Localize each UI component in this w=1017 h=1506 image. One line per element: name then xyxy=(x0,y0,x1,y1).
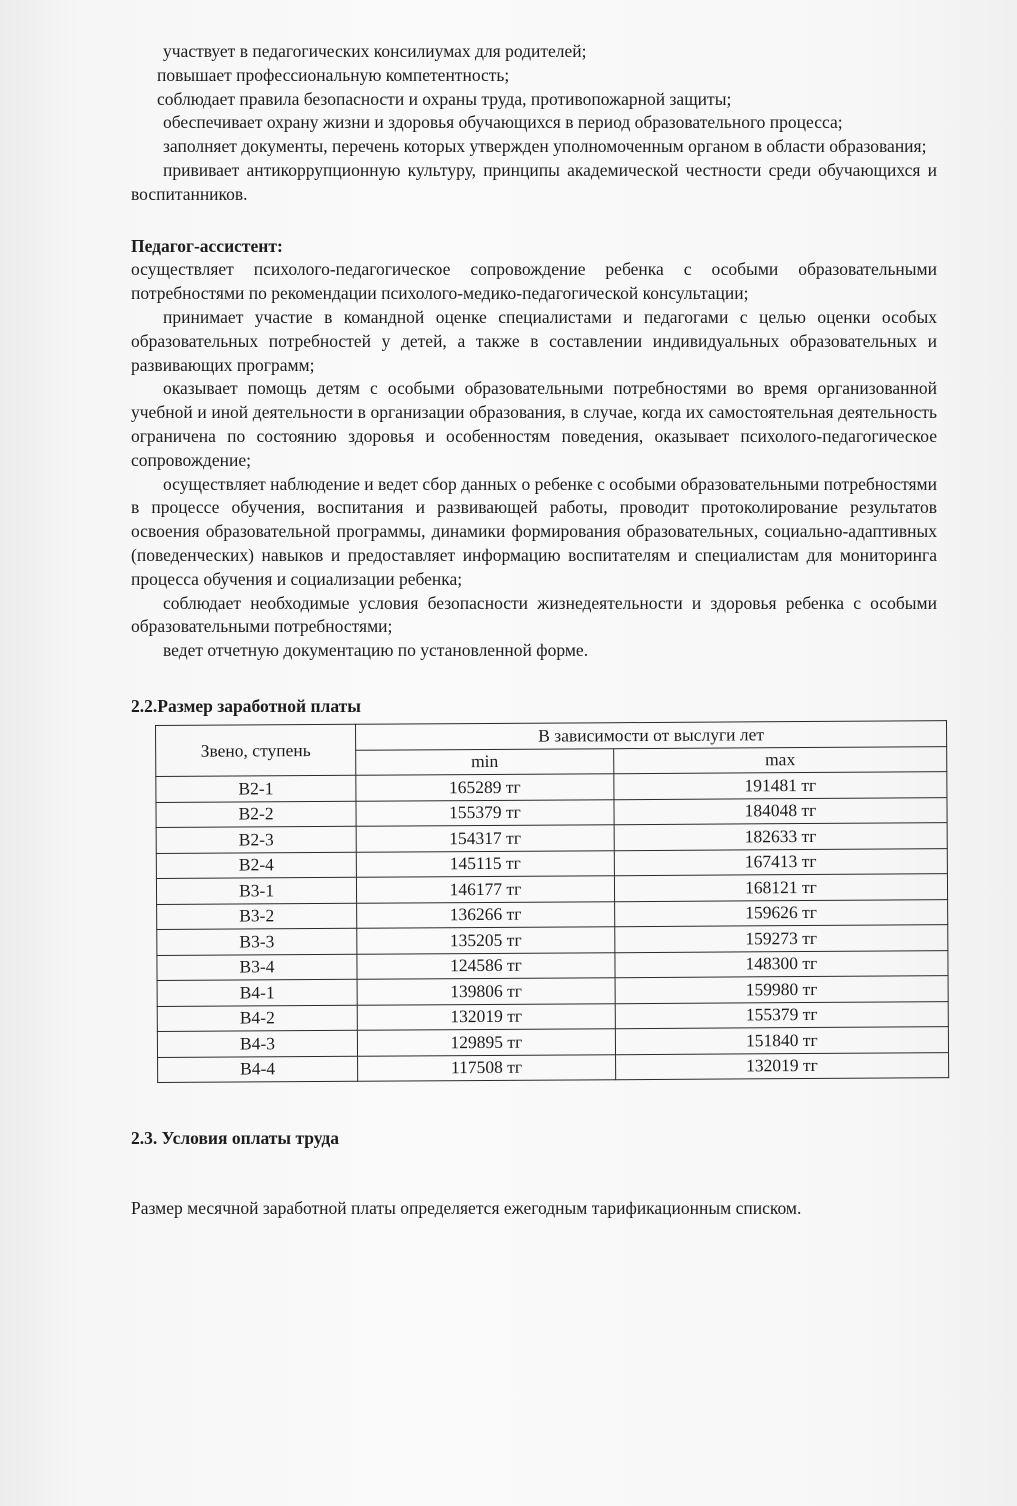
assistant-duty-item: соблюдает необходимые условия безопасности жизнедеятельности и здоровья ребенка с особыми образовательными потребностями; xyxy=(131,592,937,637)
cell-min: 139806 тг xyxy=(357,977,615,1004)
document-page xyxy=(131,40,937,1220)
assistant-heading: Педагог-ассистент: xyxy=(131,235,283,256)
assistant-duty-item: оказывает помощь детям с особыми образовательными потребностями во время организованной учебной и иной деятельности в организации образования, в случае, когда их самостоятельная деятельность ограничена по состоянию здоровья и особенностям поведения, оказывает психолого-педагогическое сопровождение; xyxy=(131,378,937,470)
payment-text: Размер месячной заработной платы определяется ежегодным тарификационным списком. xyxy=(131,1197,802,1218)
cell-level: B2-4 xyxy=(156,851,356,878)
payment-heading: 2.3. Условия оплаты труда xyxy=(131,1127,340,1148)
cell-level: B3-3 xyxy=(157,928,357,955)
cell-level: B4-1 xyxy=(157,979,357,1006)
cell-max: 159980 тг xyxy=(615,975,948,1003)
cell-min: 132019 тг xyxy=(357,1003,615,1030)
cell-level: B4-4 xyxy=(158,1055,358,1082)
cell-max: 167413 тг xyxy=(614,848,947,876)
salary-row xyxy=(158,1052,949,1082)
cell-min: 165289 тг xyxy=(356,773,614,800)
cell-level: B3-4 xyxy=(157,953,357,980)
col-header-min: min xyxy=(356,748,614,775)
salary-table xyxy=(155,720,949,1083)
cell-max: 168121 тг xyxy=(614,873,947,901)
cell-level: B3-1 xyxy=(156,877,356,904)
cell-min: 154317 тг xyxy=(356,824,614,851)
cell-min: 135205 тг xyxy=(357,926,615,953)
cell-min: 155379 тг xyxy=(356,799,614,826)
cell-min: 146177 тг xyxy=(357,875,615,902)
cell-level: B4-3 xyxy=(157,1030,357,1057)
duty-item: соблюдает правила безопасности и охраны труда, противопожарной защиты; xyxy=(157,88,732,109)
cell-max: 159626 тг xyxy=(614,899,947,927)
duty-item: заполняет документы, перечень которых утвержден уполномоченным органом в области образования; xyxy=(163,136,927,157)
duty-item: участвует в педагогических консилиумах для родителей; xyxy=(163,41,587,61)
cell-level: B3-2 xyxy=(157,902,357,929)
cell-max: 191481 тг xyxy=(614,771,947,799)
cell-max: 182633 тг xyxy=(614,822,947,850)
cell-level: B2-1 xyxy=(156,775,356,802)
duty-item: обеспечивает охрану жизни и здоровья обучающихся в период образовательного процесса; xyxy=(163,112,843,133)
duty-item: повышает профессиональную компетентность; xyxy=(157,64,510,85)
cell-max: 155379 тг xyxy=(615,1001,948,1029)
duty-item: прививает антикоррупционную культуру, принципы академической честности среди обучающихся и воспитанников. xyxy=(131,159,937,204)
assistant-duty-item: ведет отчетную документацию по установленной форме. xyxy=(163,640,589,661)
cell-min: 145115 тг xyxy=(356,850,614,877)
cell-max: 159273 тг xyxy=(615,924,948,952)
assistant-duty-item: осуществляет наблюдение и ведет сбор данных о ребенке с особыми образовательными потребностями в процессе обучения, воспитания и развивающей работы, проводит протоколирование результатов освоения образовательной программы, динамики формирования образовательных, социально-адаптивных (поведенческих) навыков и предоставляет информацию воспитателям и специалистам для мониторинга процесса обучения и социализации ребенка; xyxy=(131,473,937,589)
cell-min: 136266 тг xyxy=(357,901,615,928)
cell-level: B2-2 xyxy=(156,800,356,827)
col-header-level: Звено, ступень xyxy=(156,724,356,776)
cell-max: 132019 тг xyxy=(615,1052,948,1080)
cell-level: B4-2 xyxy=(157,1004,357,1031)
assistant-duty-item: принимает участие в командной оценке специалистами и педагогами с целью оценки особых образовательных потребностей у детей, а также в составлении индивидуальных образовательных и развивающих программ; xyxy=(131,306,937,375)
cell-max: 151840 тг xyxy=(615,1026,948,1054)
cell-min: 117508 тг xyxy=(358,1054,616,1081)
salary-table-body xyxy=(156,771,949,1082)
cell-max: 148300 тг xyxy=(615,950,948,978)
col-header-max: max xyxy=(613,746,946,774)
cell-min: 129895 тг xyxy=(357,1028,615,1055)
assistant-duty-item: осуществляет психолого-педагогическое сопровождение ребенка с особыми образовательными потребностями по рекомендации психолого-медико-педагогической консультации; xyxy=(131,259,937,304)
cell-min: 124586 тг xyxy=(357,952,615,979)
cell-max: 184048 тг xyxy=(614,797,947,825)
salary-heading: 2.2.Размер заработной платы xyxy=(131,695,361,716)
col-header-group: В зависимости от выслуги лет xyxy=(356,720,947,749)
cell-level: B2-3 xyxy=(156,826,356,853)
